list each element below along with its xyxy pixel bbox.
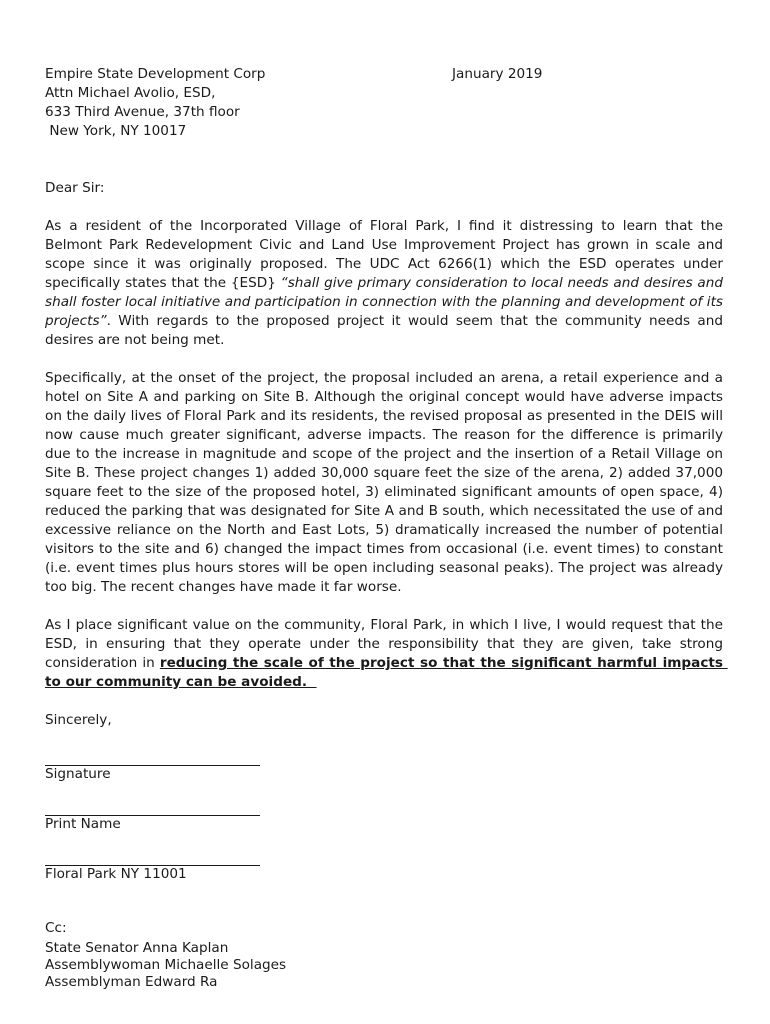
paragraph-1-quote: “shall give primary consideration to local needs and desires and shall foster local initiative and participation in connection with the planning and development of its projects” [45, 275, 724, 329]
cc-recipient: Assemblywoman Michaelle Solages [45, 957, 287, 973]
recipient-line: 633 Third Avenue, 37th floor [45, 104, 240, 120]
paragraph-3-emphasis: reducing the scale of the project so that the significant harmful impacts to our community can be avoided. [45, 655, 728, 690]
recipient-address [45, 65, 265, 141]
paragraph-3-intro: As I place significant value on the community, Floral Park, in which I live, I would request that the ESD, in ensuring that they operate under the responsibility that they are given, take strong consideration in [45, 617, 723, 671]
paragraph-1-outro: . With regards to the proposed project it would seem that the community needs and desires are not being met. [45, 313, 723, 348]
paragraph-2: Specifically, at the onset of the project, the proposal included an arena, a retail experience and a hotel on Site A and parking on Site B. Although the original concept would have adverse impacts on the daily lives of Floral Park and its residents, the revised proposal as presented in the DEIS will now cause much greater significant, adverse impacts. The reason for the difference is primarily due to the increase in magnitude and scope of the project and the insertion of a Retail Village on Site B. These project changes 1) added 30,000 square feet the size of the arena, 2) added 37,000 square feet to the size of the proposed hotel, 3) eliminated significant amounts of open space, 4) reduced the parking that was designated for Site A and B south, which necessitated the use of and excessive reliance on the North and East Lots, 5) dramatically increased the number of potential visitors to the site and 6) changed the impact times from occasional (i.e. event times) to constant (i.e. event times plus hours stores will be open including seasonal peaks). The project was already too big. The recent changes have made it far worse. [45, 370, 723, 595]
closing: Sincerely, [45, 712, 112, 728]
paragraph-1-intro: As a resident of the Incorporated Village of Floral Park, I find it distressing to learn that the Belmont Park Redevelopment Civic and Land Use Improvement Project has grown in scale and scope since it was originally proposed. The UDC Act 6266(1) which the ESD operates under specifically states that the {ESD} [45, 218, 723, 291]
letter-date: January 2019 [452, 66, 543, 82]
cc-heading: Cc: [45, 920, 67, 936]
recipient-line: Attn Michael Avolio, ESD, [45, 85, 216, 101]
salutation: Dear Sir: [45, 180, 105, 196]
address-label: Floral Park NY 11001 [45, 866, 187, 882]
recipient-line: New York, NY 10017 [45, 123, 187, 139]
recipient-line: Empire State Development Corp [45, 66, 266, 82]
cc-block [45, 920, 286, 991]
paragraph-1 [45, 217, 723, 350]
signature-label: Signature [45, 766, 111, 782]
cc-recipient: State Senator Anna Kaplan [45, 940, 229, 956]
cc-recipient: Assemblyman Edward Ra [45, 974, 218, 990]
print-name-label: Print Name [45, 816, 121, 832]
paragraph-3 [45, 616, 728, 692]
